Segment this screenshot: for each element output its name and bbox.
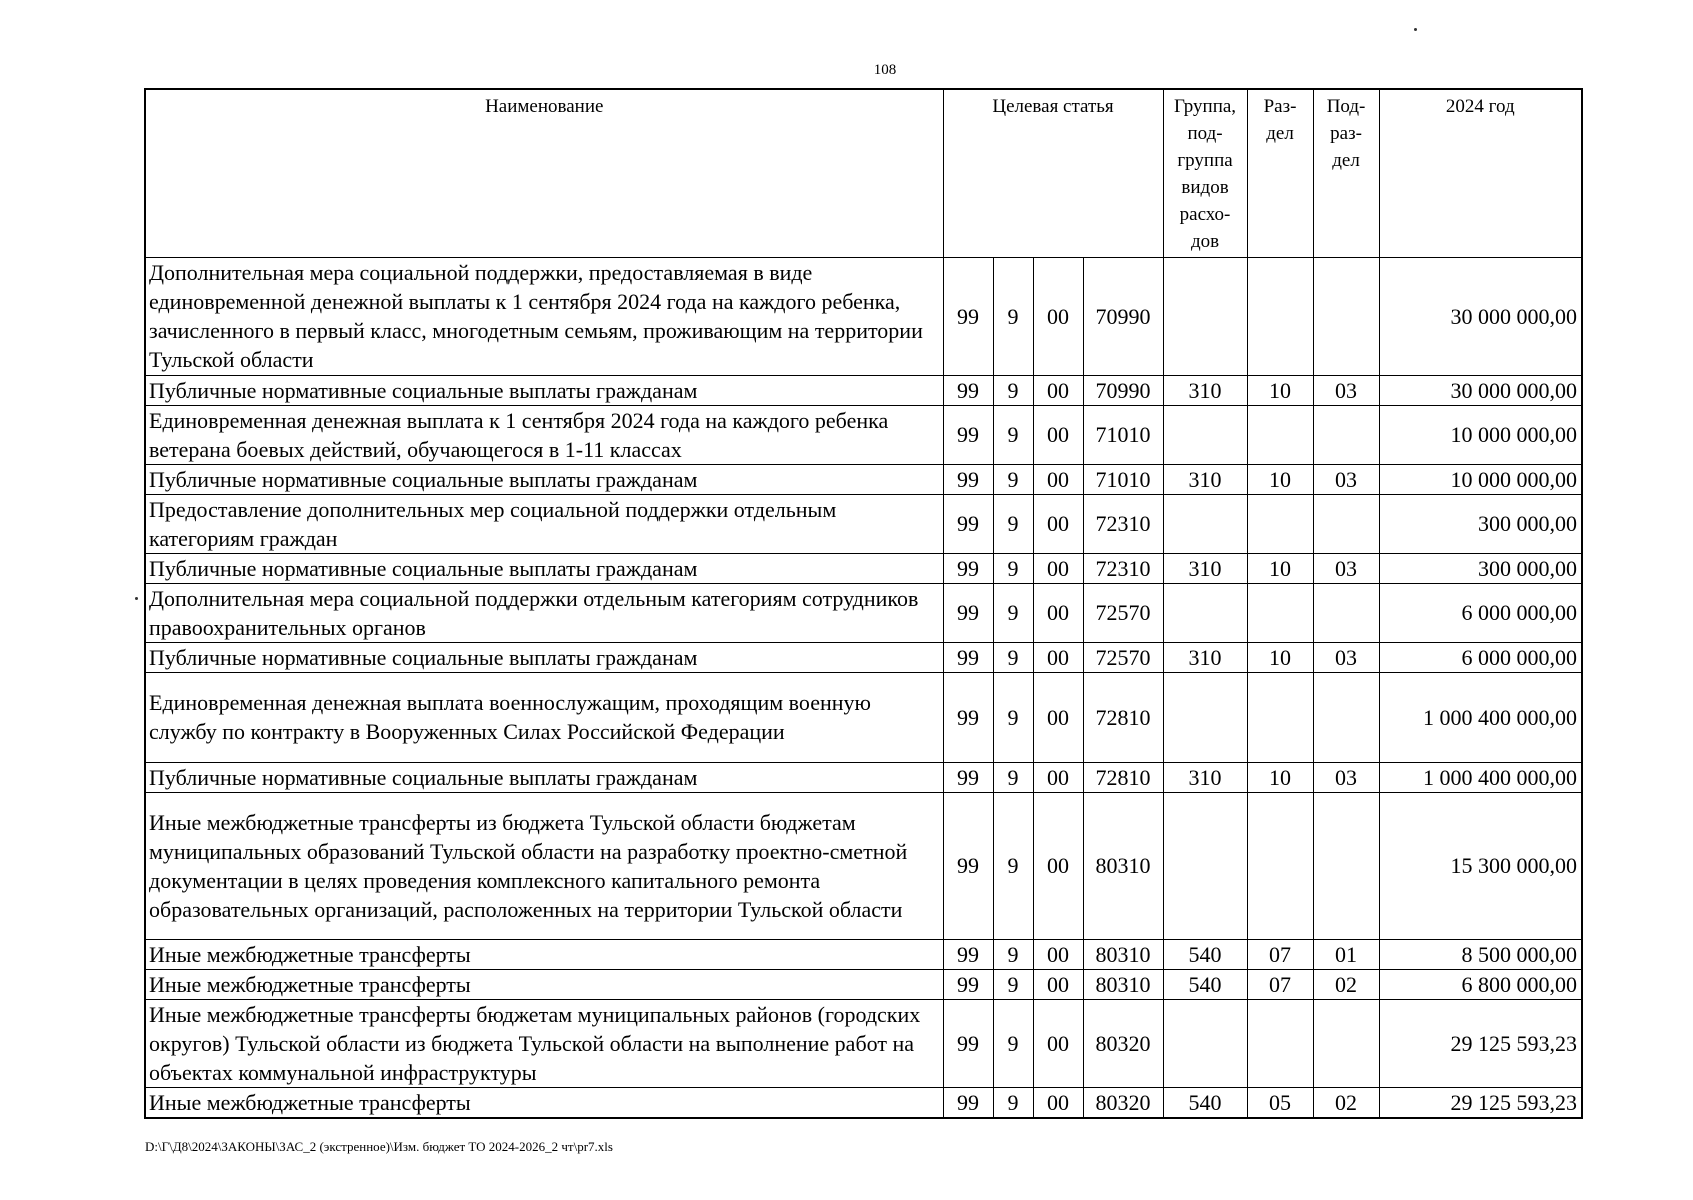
table-row <box>145 464 1582 494</box>
group-cell: 540 <box>1163 969 1247 999</box>
amount-cell: 8 500 000,00 <box>1379 939 1582 969</box>
target-code-3-cell: 00 <box>1033 257 1083 375</box>
section-cell <box>1247 792 1313 939</box>
table-header-row <box>145 89 1582 257</box>
section-cell: 07 <box>1247 939 1313 969</box>
target-code-4-cell: 80320 <box>1083 1087 1163 1118</box>
target-code-3-cell: 00 <box>1033 375 1083 405</box>
table-row <box>145 405 1582 464</box>
subsection-cell <box>1313 999 1379 1087</box>
amount-cell: 30 000 000,00 <box>1379 257 1582 375</box>
section-cell <box>1247 405 1313 464</box>
target-code-3-cell: 00 <box>1033 792 1083 939</box>
target-code-2-cell: 9 <box>993 553 1033 583</box>
amount-cell: 10 000 000,00 <box>1379 464 1582 494</box>
target-code-3-cell: 00 <box>1033 464 1083 494</box>
target-code-2-cell: 9 <box>993 792 1033 939</box>
amount-cell: 10 000 000,00 <box>1379 405 1582 464</box>
subsection-cell: 03 <box>1313 762 1379 792</box>
section-cell: 10 <box>1247 464 1313 494</box>
group-cell: 310 <box>1163 375 1247 405</box>
target-code-2-cell: 9 <box>993 672 1033 762</box>
group-cell <box>1163 672 1247 762</box>
target-code-3-cell: 00 <box>1033 969 1083 999</box>
target-code-1-cell: 99 <box>943 762 993 792</box>
target-code-4-cell: 72310 <box>1083 553 1163 583</box>
subsection-cell: 03 <box>1313 642 1379 672</box>
group-cell <box>1163 494 1247 553</box>
group-cell <box>1163 583 1247 642</box>
group-cell: 310 <box>1163 553 1247 583</box>
target-code-1-cell: 99 <box>943 494 993 553</box>
target-code-4-cell: 72570 <box>1083 642 1163 672</box>
target-code-4-cell: 72310 <box>1083 494 1163 553</box>
target-code-3-cell: 00 <box>1033 939 1083 969</box>
scan-speck <box>1414 28 1417 31</box>
amount-cell: 15 300 000,00 <box>1379 792 1582 939</box>
table-body <box>145 257 1582 1118</box>
target-code-4-cell: 80310 <box>1083 969 1163 999</box>
row-name-cell: Иные межбюджетные трансферты <box>145 939 943 969</box>
target-code-4-cell: 72810 <box>1083 672 1163 762</box>
row-name-cell: Предоставление дополнительных мер социальной поддержки отдельным категориям граждан <box>145 494 943 553</box>
section-cell: 10 <box>1247 642 1313 672</box>
target-code-4-cell: 72570 <box>1083 583 1163 642</box>
table-row <box>145 583 1582 642</box>
section-cell: 10 <box>1247 762 1313 792</box>
budget-table <box>144 88 1583 1119</box>
amount-cell: 300 000,00 <box>1379 553 1582 583</box>
target-code-2-cell: 9 <box>993 583 1033 642</box>
group-cell <box>1163 999 1247 1087</box>
section-cell: 07 <box>1247 969 1313 999</box>
target-code-4-cell: 71010 <box>1083 405 1163 464</box>
col-header-target: Целевая статья <box>943 89 1163 257</box>
table-row <box>145 792 1582 939</box>
section-cell <box>1247 583 1313 642</box>
row-name-cell: Иные межбюджетные трансферты <box>145 969 943 999</box>
target-code-4-cell: 70990 <box>1083 375 1163 405</box>
group-cell <box>1163 792 1247 939</box>
subsection-cell: 02 <box>1313 1087 1379 1118</box>
target-code-2-cell: 9 <box>993 257 1033 375</box>
table-row <box>145 375 1582 405</box>
amount-cell: 30 000 000,00 <box>1379 375 1582 405</box>
file-path-footer: D:\Г\Д8\2024\ЗАКОНЫ\ЗАС_2 (экстренное)\Изм. бюджет ТО 2024-2026_2 чт\pr7.xls <box>145 1139 613 1154</box>
subsection-cell: 03 <box>1313 464 1379 494</box>
col-header-section: Раз- дел <box>1247 89 1313 257</box>
target-code-1-cell: 99 <box>943 999 993 1087</box>
amount-cell: 1 000 400 000,00 <box>1379 672 1582 762</box>
target-code-1-cell: 99 <box>943 672 993 762</box>
row-name-cell: Единовременная денежная выплата к 1 сентября 2024 года на каждого ребенка ветерана боевых действий, обучающегося в 1-11 классах <box>145 405 943 464</box>
amount-cell: 6 800 000,00 <box>1379 969 1582 999</box>
target-code-1-cell: 99 <box>943 375 993 405</box>
subsection-cell: 02 <box>1313 969 1379 999</box>
target-code-4-cell: 70990 <box>1083 257 1163 375</box>
target-code-4-cell: 80320 <box>1083 999 1163 1087</box>
group-cell <box>1163 257 1247 375</box>
row-name-cell: Публичные нормативные социальные выплаты гражданам <box>145 642 943 672</box>
target-code-2-cell: 9 <box>993 494 1033 553</box>
target-code-1-cell: 99 <box>943 405 993 464</box>
target-code-3-cell: 00 <box>1033 672 1083 762</box>
section-cell <box>1247 999 1313 1087</box>
amount-cell: 1 000 400 000,00 <box>1379 762 1582 792</box>
target-code-1-cell: 99 <box>943 939 993 969</box>
col-header-year: 2024 год <box>1379 89 1582 257</box>
section-cell: 05 <box>1247 1087 1313 1118</box>
section-cell: 10 <box>1247 375 1313 405</box>
subsection-cell <box>1313 672 1379 762</box>
row-name-cell: Публичные нормативные социальные выплаты гражданам <box>145 375 943 405</box>
target-code-3-cell: 00 <box>1033 553 1083 583</box>
table-row <box>145 494 1582 553</box>
target-code-3-cell: 00 <box>1033 642 1083 672</box>
row-name-cell: Публичные нормативные социальные выплаты гражданам <box>145 762 943 792</box>
subsection-cell <box>1313 792 1379 939</box>
budget-table-container <box>144 88 1581 1119</box>
target-code-1-cell: 99 <box>943 969 993 999</box>
group-cell <box>1163 405 1247 464</box>
subsection-cell <box>1313 405 1379 464</box>
target-code-2-cell: 9 <box>993 642 1033 672</box>
col-header-name: Наименование <box>145 89 943 257</box>
amount-cell: 29 125 593,23 <box>1379 999 1582 1087</box>
table-row <box>145 642 1582 672</box>
page-number: 108 <box>873 62 897 78</box>
subsection-cell <box>1313 257 1379 375</box>
target-code-1-cell: 99 <box>943 792 993 939</box>
row-name-cell: Единовременная денежная выплата военнослужащим, проходящим военную службу по контракту в Вооруженных Силах Российской Федерации <box>145 672 943 762</box>
target-code-1-cell: 99 <box>943 257 993 375</box>
subsection-cell: 03 <box>1313 375 1379 405</box>
amount-cell: 300 000,00 <box>1379 494 1582 553</box>
table-row <box>145 999 1582 1087</box>
target-code-3-cell: 00 <box>1033 583 1083 642</box>
section-cell <box>1247 494 1313 553</box>
table-row <box>145 257 1582 375</box>
target-code-1-cell: 99 <box>943 583 993 642</box>
target-code-2-cell: 9 <box>993 464 1033 494</box>
target-code-3-cell: 00 <box>1033 494 1083 553</box>
target-code-2-cell: 9 <box>993 1087 1033 1118</box>
subsection-cell <box>1313 583 1379 642</box>
target-code-4-cell: 72810 <box>1083 762 1163 792</box>
group-cell: 310 <box>1163 762 1247 792</box>
row-name-cell: Дополнительная мера социальной поддержки, предоставляемая в виде единовременной денежной выплаты к 1 сентября 2024 года на каждого ребенка, зачисленного в первый класс, многодетным семьям, проживающим на территории Тульской области <box>145 257 943 375</box>
group-cell: 310 <box>1163 642 1247 672</box>
target-code-4-cell: 71010 <box>1083 464 1163 494</box>
section-cell <box>1247 672 1313 762</box>
section-cell: 10 <box>1247 553 1313 583</box>
subsection-cell: 01 <box>1313 939 1379 969</box>
target-code-2-cell: 9 <box>993 762 1033 792</box>
target-code-4-cell: 80310 <box>1083 792 1163 939</box>
row-name-cell: Публичные нормативные социальные выплаты гражданам <box>145 553 943 583</box>
target-code-4-cell: 80310 <box>1083 939 1163 969</box>
target-code-2-cell: 9 <box>993 939 1033 969</box>
subsection-cell: 03 <box>1313 553 1379 583</box>
row-name-cell: Публичные нормативные социальные выплаты гражданам <box>145 464 943 494</box>
table-row <box>145 1087 1582 1118</box>
target-code-2-cell: 9 <box>993 969 1033 999</box>
col-header-subsection: Под- раз- дел <box>1313 89 1379 257</box>
table-row <box>145 762 1582 792</box>
table-row <box>145 969 1582 999</box>
group-cell: 540 <box>1163 1087 1247 1118</box>
target-code-3-cell: 00 <box>1033 762 1083 792</box>
row-name-cell: Иные межбюджетные трансферты <box>145 1087 943 1118</box>
target-code-2-cell: 9 <box>993 405 1033 464</box>
target-code-1-cell: 99 <box>943 553 993 583</box>
amount-cell: 29 125 593,23 <box>1379 1087 1582 1118</box>
amount-cell: 6 000 000,00 <box>1379 583 1582 642</box>
scan-speck <box>135 597 138 600</box>
subsection-cell <box>1313 494 1379 553</box>
table-row <box>145 672 1582 762</box>
target-code-3-cell: 00 <box>1033 999 1083 1087</box>
row-name-cell: Дополнительная мера социальной поддержки отдельным категориям сотрудников правоохранительных органов <box>145 583 943 642</box>
target-code-1-cell: 99 <box>943 1087 993 1118</box>
target-code-1-cell: 99 <box>943 464 993 494</box>
table-row <box>145 553 1582 583</box>
target-code-2-cell: 9 <box>993 999 1033 1087</box>
section-cell <box>1247 257 1313 375</box>
group-cell: 310 <box>1163 464 1247 494</box>
col-header-group: Группа, под- группа видов расхо- дов <box>1163 89 1247 257</box>
target-code-2-cell: 9 <box>993 375 1033 405</box>
table-row <box>145 939 1582 969</box>
target-code-3-cell: 00 <box>1033 405 1083 464</box>
group-cell: 540 <box>1163 939 1247 969</box>
target-code-1-cell: 99 <box>943 642 993 672</box>
amount-cell: 6 000 000,00 <box>1379 642 1582 672</box>
target-code-3-cell: 00 <box>1033 1087 1083 1118</box>
row-name-cell: Иные межбюджетные трансферты из бюджета Тульской области бюджетам муниципальных образований Тульской области на разработку проектно-сметной документации в целях проведения комплексного капитального ремонта образовательных организаций, расположенных на территории Тульской области <box>145 792 943 939</box>
row-name-cell: Иные межбюджетные трансферты бюджетам муниципальных районов (городских округов) Тульской области из бюджета Тульской области на выполнение работ на объектах коммунальной инфраструктуры <box>145 999 943 1087</box>
